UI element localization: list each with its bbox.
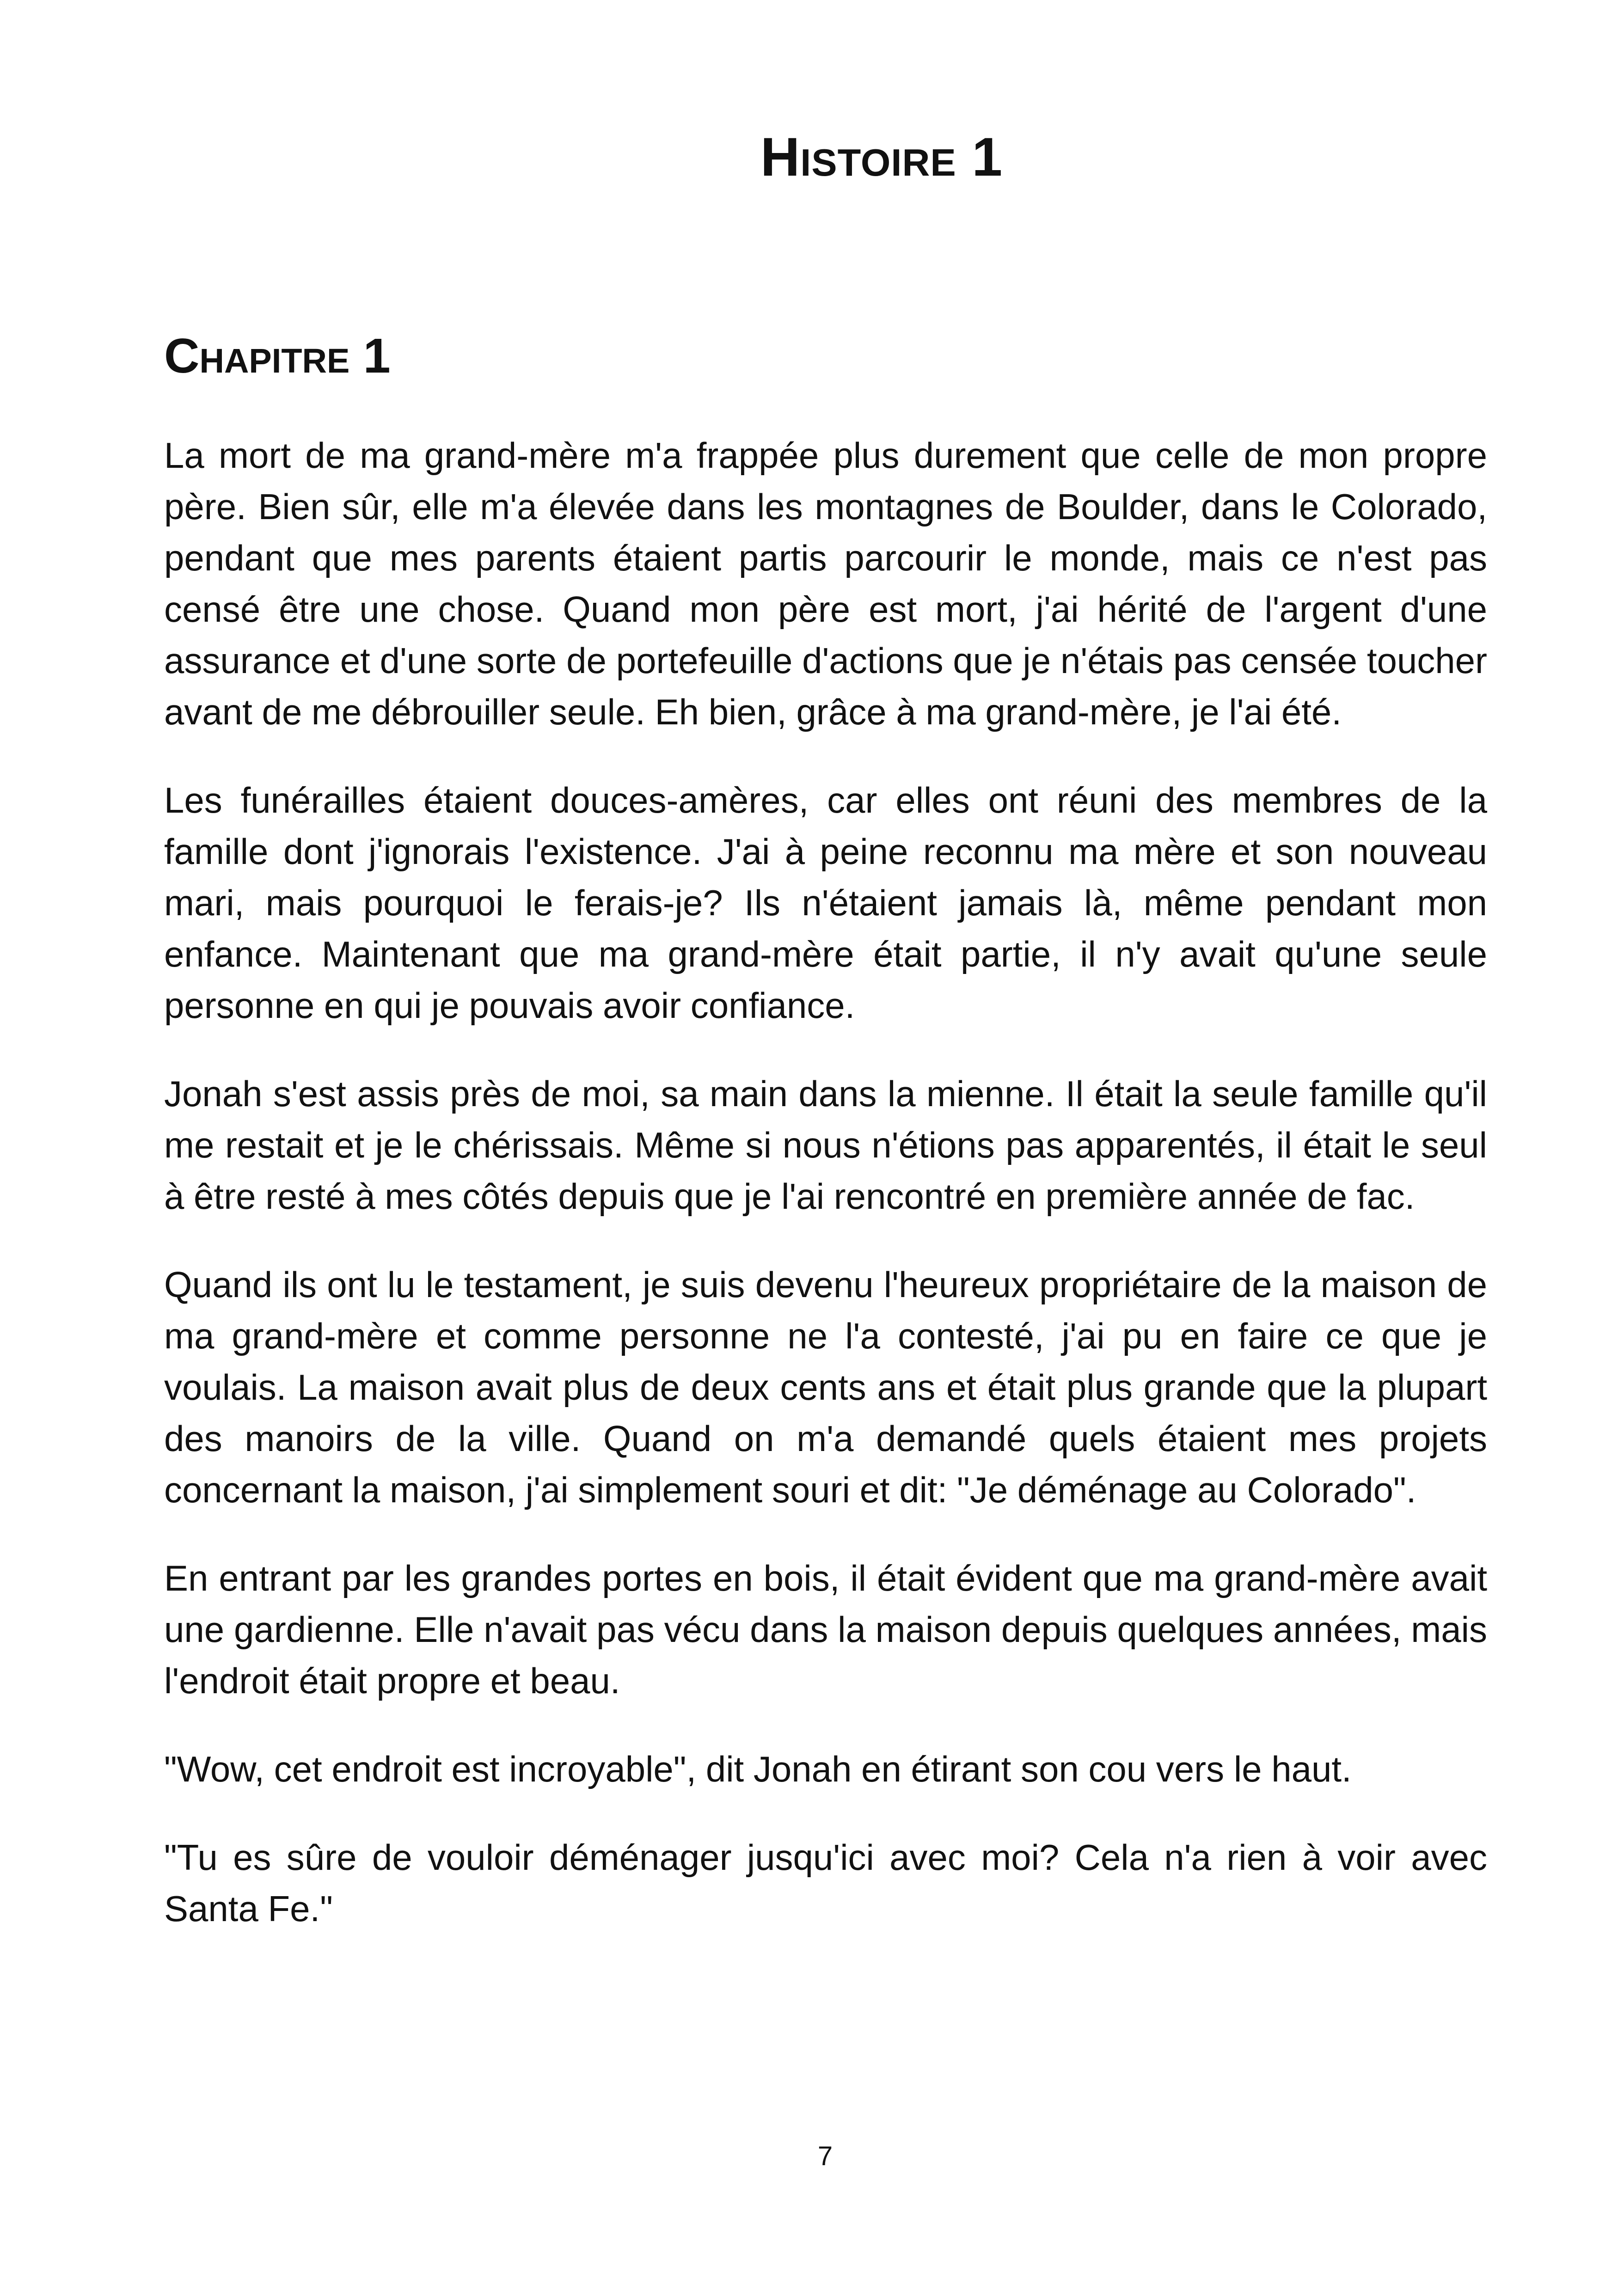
chapter-body [164, 430, 1487, 1971]
paragraph: "Tu es sûre de vouloir déménager jusqu'ici avec moi? Cela n'a rien à voir avec Santa Fe." [164, 1837, 1487, 1929]
paragraph: En entrant par les grandes portes en bois, il était évident que ma grand-mère avait une gardienne. Elle n'avait pas vécu dans la maison depuis quelques années, mais l'endroit était propre et beau. [164, 1558, 1487, 1701]
paragraph: Quand ils ont lu le testament, je suis devenu l'heureux propriétaire de la maison de ma grand-mère et comme personne ne l'a contesté, j'ai pu en faire ce que je voulais. La maison avait plus de deux cents ans et était plus grande que la plupart des manoirs de la ville. Quand on m'a demandé quels étaient mes projets concernant la maison, j'ai simplement souri et dit: "Je déménage au Colorado". [164, 1264, 1487, 1510]
page-number: 7 [817, 2141, 833, 2171]
paragraph: Les funérailles étaient douces-amères, car elles ont réuni des membres de la famille dont j'ignorais l'existence. J'ai à peine reconnu ma mère et son nouveau mari, mais pourquoi le ferais-je? Ils n'étaient jamais là, même pendant mon enfance. Maintenant que ma grand-mère était partie, il n'y avait qu'une seule personne en qui je pouvais avoir confiance. [164, 780, 1487, 1026]
book-title: Histoire 1 [760, 127, 1003, 188]
chapter-title: Chapitre 1 [164, 329, 391, 383]
paragraph: "Wow, cet endroit est incroyable", dit Jonah en étirant son cou vers le haut. [164, 1749, 1352, 1789]
paragraph: La mort de ma grand-mère m'a frappée plus durement que celle de mon propre père. Bien sûr, elle m'a élevée dans les montagnes de Boulder, dans le Colorado, pendant que mes parents étaient partis parcourir le monde, mais ce n'est pas censé être une chose. Quand mon père est mort, j'ai hérité de l'argent d'une assurance et d'une sorte de portefeuille d'actions que je n'étais pas censée toucher avant de me débrouiller seule. Eh bien, grâce à ma grand-mère, je l'ai été. [164, 435, 1487, 732]
paragraph: Jonah s'est assis près de moi, sa main dans la mienne. Il était la seule famille qu'il me restait et je le chérissais. Même si nous n'étions pas apparentés, il était le seul à être resté à mes côtés depuis que je l'ai rencontré en première année de fac. [164, 1073, 1487, 1217]
